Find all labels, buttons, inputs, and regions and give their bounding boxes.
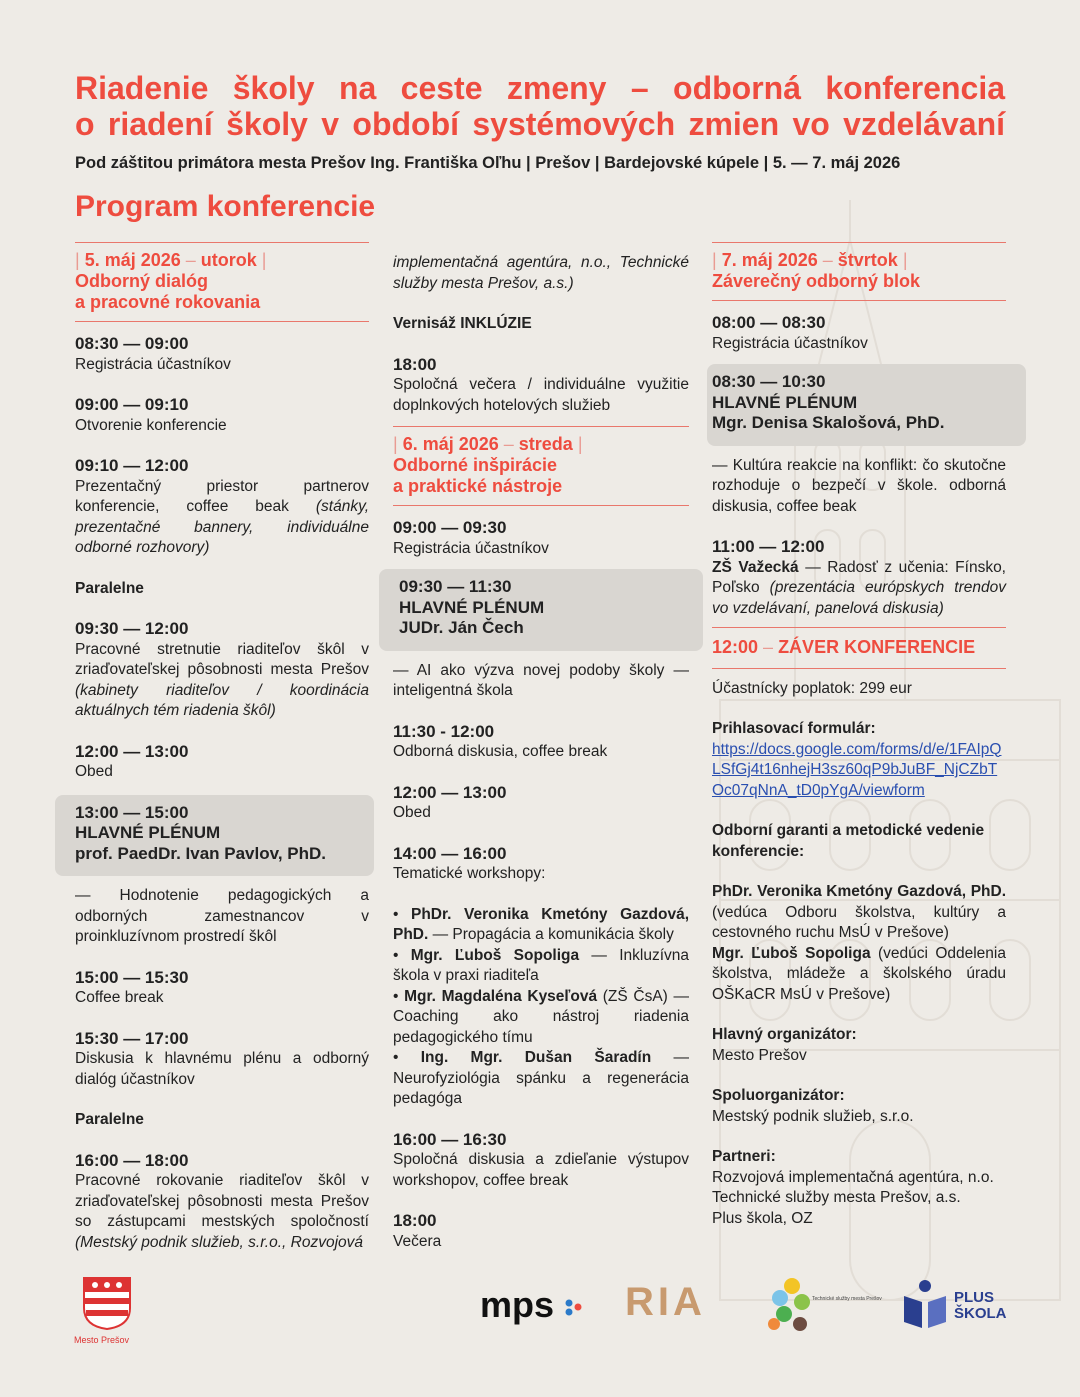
item-text: Tematické workshopy: bbox=[393, 865, 546, 882]
day1-date: 5. máj 2026 bbox=[84, 250, 181, 270]
item-time: 16:00 — 16:30 bbox=[393, 1129, 507, 1149]
day3-column bbox=[712, 242, 1006, 1229]
plenum-speaker: Mgr. Denisa Skalošová, PhD. bbox=[712, 413, 945, 432]
parallel-label: Paralelne bbox=[75, 1111, 144, 1128]
item-time: 09:10 — 12:00 bbox=[75, 456, 189, 475]
day1-title2: a pracovné rokovania bbox=[75, 292, 261, 312]
list-item: • Mgr. Ľuboš Sopoliga — Inkluzívna škola v praxi riaditeľa bbox=[393, 946, 690, 984]
item-text: Odborná diskusia, coffee break bbox=[393, 743, 608, 760]
subtitle: Pod záštitou primátora mesta Prešov Ing. Františka Oľhu | Prešov | Bardejovské kúpele | 5. — 7. máj 2026 bbox=[75, 154, 901, 172]
item-text: Prezentačný priestor partnerov konferencie, coffee beak (stánky, prezentačné bannery, individuálne odborné rozhovory) bbox=[75, 477, 370, 556]
coat-of-arms-icon bbox=[82, 1276, 132, 1330]
item-time: 12:00 — 13:00 bbox=[393, 782, 507, 802]
item-time: 08:00 — 08:30 bbox=[712, 313, 826, 332]
item-time: 08:30 — 09:00 bbox=[75, 334, 189, 353]
list-item bbox=[75, 456, 369, 559]
footer-logos bbox=[0, 1270, 1080, 1370]
list-item bbox=[75, 1151, 369, 1254]
item-text: Spoločná večera / individuálne využitie doplnkových hotelových služieb bbox=[393, 376, 689, 414]
presov-caption: Mesto Prešov bbox=[74, 1335, 130, 1345]
day2-date: 6. máj 2026 bbox=[402, 434, 499, 454]
item-text: Registrácia účastníkov bbox=[712, 334, 868, 352]
item-time: 09:30 — 12:00 bbox=[75, 619, 189, 638]
item-time: 18:00 bbox=[393, 354, 437, 374]
plenum-time: 09:30 — 11:30 bbox=[399, 577, 512, 596]
plenum-label: HLAVNÉ PLÉNUM bbox=[399, 597, 545, 617]
title-line-1: Riadenie školy na ceste zmeny – odborná konferencia bbox=[75, 70, 1005, 106]
item-time: 09:00 — 09:10 bbox=[75, 395, 189, 414]
plenum-box bbox=[707, 364, 1026, 446]
plenum-box bbox=[379, 569, 703, 651]
item-text: Obed bbox=[75, 763, 113, 780]
plenum-time: 08:30 — 10:30 bbox=[712, 372, 826, 391]
partners-label: Partneri: bbox=[712, 1148, 776, 1165]
closing-banner: 12:00 – ZÁVER KONFERENCIE bbox=[712, 627, 1006, 669]
day2-title2: a praktické nástroje bbox=[393, 476, 563, 496]
plus-text: PLUS bbox=[954, 1289, 995, 1306]
day3-weekday: štvrtok bbox=[837, 250, 898, 270]
list-item bbox=[75, 742, 369, 783]
flower-icon bbox=[762, 1272, 882, 1342]
item-time: 16:00 — 18:00 bbox=[75, 1150, 189, 1170]
list-item: • Ing. Mgr. Dušan Šaradín — Neurofyziológia spánku a regenerácia pedagóga bbox=[393, 1049, 690, 1107]
organizer-label: Hlavný organizátor: bbox=[712, 1026, 857, 1043]
list-item bbox=[75, 334, 369, 375]
program-heading: Program konferencie bbox=[75, 190, 376, 223]
partner-item: Plus škola, OZ bbox=[712, 1209, 813, 1227]
coorganizer: Mestský podnik služieb, s.r.o. bbox=[712, 1107, 914, 1125]
day2-weekday: streda bbox=[518, 434, 573, 454]
day2-column bbox=[393, 253, 689, 1252]
skola-text: ŠKOLA bbox=[954, 1305, 1007, 1322]
person-icon bbox=[900, 1278, 950, 1330]
mps-text: mps bbox=[480, 1284, 555, 1325]
item-time: 11:30 - 12:00 bbox=[393, 721, 495, 741]
day3-header: | 7. máj 2026 – štvrtok | Záverečný odborný blok bbox=[712, 242, 1006, 301]
item-time: 12:00 — 13:00 bbox=[75, 741, 189, 761]
ts-caption: Technické služby mesta Prešov bbox=[812, 1296, 882, 1302]
partner-item: Rozvojová implementačná agentúra, n.o. bbox=[712, 1168, 994, 1186]
item-text: Spoločná diskusia a zdieľanie výstupov workshopov, coffee break bbox=[393, 1151, 689, 1189]
list-item: • PhDr. Veronika Kmetóny Gazdová, PhD. — Propagácia a komunikácia školy bbox=[393, 905, 690, 943]
plenum-label: HLAVNÉ PLÉNUM bbox=[75, 823, 221, 842]
item-text: Pracovné rokovanie riaditeľov škôl v zriaďovateľskej pôsobnosti mesta Prešov so zástupcami mestských spoločností (Mestský podnik služieb, s.r.o., Rozvojová bbox=[75, 1172, 369, 1251]
day3-date: 7. máj 2026 bbox=[721, 250, 818, 270]
garanti-label: Odborní garanti a metodické vedenie konferencie: bbox=[712, 822, 985, 860]
parallel-label: Paralelne bbox=[75, 579, 144, 597]
item-text: Večera bbox=[393, 1232, 442, 1250]
garant-1: PhDr. Veronika Kmetóny Gazdová, PhD. (vedúca Odboru školstva, kultúry a cestovného ruchu MsÚ v Prešove) bbox=[712, 883, 1006, 941]
item-text: Pracovné stretnutie riaditeľov škôl v zriaďovateľskej pôsobnosti mesta Prešov (kabinety riaditeľov / koordinácia aktuálnych tém riadenia škôl) bbox=[75, 640, 369, 719]
form-label: Prihlasovací formulár: bbox=[712, 720, 876, 737]
garant-2: Mgr. Ľuboš Sopoliga (vedúci Oddelenia školstva, mládeže a školského úradu OŠKaCR MsÚ v Prešove) bbox=[712, 944, 1006, 1003]
vernisaz-label: Vernisáž INKLÚZIE bbox=[393, 315, 532, 332]
item-time: 14:00 — 16:00 bbox=[393, 843, 507, 863]
list-item bbox=[75, 395, 369, 436]
item-text: Diskusia k hlavnému plénu a odborný dialóg účastníkov bbox=[75, 1050, 369, 1088]
plenum-speaker: prof. PaedDr. Ivan Pavlov, PhD. bbox=[75, 843, 326, 863]
fee-text: Účastnícky poplatok: 299 eur bbox=[712, 679, 912, 697]
mps-dots-icon bbox=[564, 1297, 584, 1317]
ria-logo: RIA bbox=[625, 1280, 706, 1324]
coorganizer-label: Spoluorganizátor: bbox=[712, 1087, 845, 1104]
technicke-sluzby-logo bbox=[762, 1272, 882, 1347]
mesto-presov-logo bbox=[74, 1276, 132, 1345]
item-time: 11:00 — 12:00 bbox=[712, 537, 825, 556]
item-text: Registrácia účastníkov bbox=[393, 539, 549, 557]
day2-header: | 6. máj 2026 – streda | Odborné inšpirácie a praktické nástroje bbox=[393, 426, 689, 506]
plenum-label: HLAVNÉ PLÉNUM bbox=[712, 392, 858, 412]
item-text: Otvorenie konferencie bbox=[75, 416, 227, 434]
list-item: • Mgr. Magdaléna Kyseľová (ZŠ ČsA) — Coaching ako nástroj riadenia pedagogického tímu bbox=[393, 987, 689, 1046]
plenum-box bbox=[55, 795, 374, 877]
day1-column bbox=[75, 242, 369, 1253]
continued-text: implementačná agentúra, n.o., Technické služby mesta Prešov, a.s.) bbox=[393, 254, 689, 292]
item-text: Coffee break bbox=[75, 989, 164, 1006]
plenum-speaker: JUDr. Ján Čech bbox=[399, 618, 524, 637]
item-time: 18:00 bbox=[393, 1211, 437, 1230]
day3-title1: Záverečný odborný blok bbox=[712, 271, 921, 291]
plenum-description: — Hodnotenie pedagogických a odborných zamestnancov v proinkluzívnom prostredí škôl bbox=[75, 887, 369, 945]
day1-weekday: utorok bbox=[200, 250, 257, 270]
organizer: Mesto Prešov bbox=[712, 1046, 807, 1064]
partner-item: Technické služby mesta Prešov, a.s. bbox=[712, 1189, 961, 1206]
day2-title1: Odborné inšpirácie bbox=[393, 455, 558, 475]
workshop-list bbox=[393, 905, 689, 1110]
form-link[interactable]: https://docs.google.com/forms/d/e/1FAIpQLSfGj4t16nhejH3sz60qP9bJuBF_NjCZbTOc07qNnA_tD0pYgA/viewform bbox=[712, 740, 1002, 799]
item-time: 15:30 — 17:00 bbox=[75, 1028, 189, 1048]
plenum-time: 13:00 — 15:00 bbox=[75, 802, 189, 822]
plenum-description: — AI ako výzva novej podoby školy — inteligentná škola bbox=[393, 661, 689, 699]
item-text: Registrácia účastníkov bbox=[75, 355, 231, 373]
title-line-2: o riadení školy v období systémových zmien vo vzdelávaní bbox=[75, 106, 1005, 142]
day1-title1: Odborný dialóg bbox=[75, 271, 208, 291]
conference-title bbox=[75, 70, 1005, 142]
item-text: ZŠ Važecká — Radosť z učenia: Fínsko, Poľsko (prezentácia európskych trendov vo vzdelávaní, panelová diskusia) bbox=[712, 558, 1007, 617]
item-time: 09:00 — 09:30 bbox=[393, 518, 507, 537]
list-item bbox=[75, 968, 369, 1009]
item-text: Obed bbox=[393, 804, 431, 821]
plenum-description: — Kultúra reakcie na konflikt: čo skutočne rozhoduje o bezpečí v škole. odborná diskusia, coffee beak bbox=[712, 456, 1006, 515]
day1-header: | 5. máj 2026 – utorok | Odborný dialóg a pracovné rokovania bbox=[75, 242, 369, 322]
list-item bbox=[75, 619, 369, 722]
mps-logo bbox=[480, 1284, 584, 1326]
item-time: 15:00 — 15:30 bbox=[75, 967, 189, 987]
list-item bbox=[75, 1029, 369, 1091]
